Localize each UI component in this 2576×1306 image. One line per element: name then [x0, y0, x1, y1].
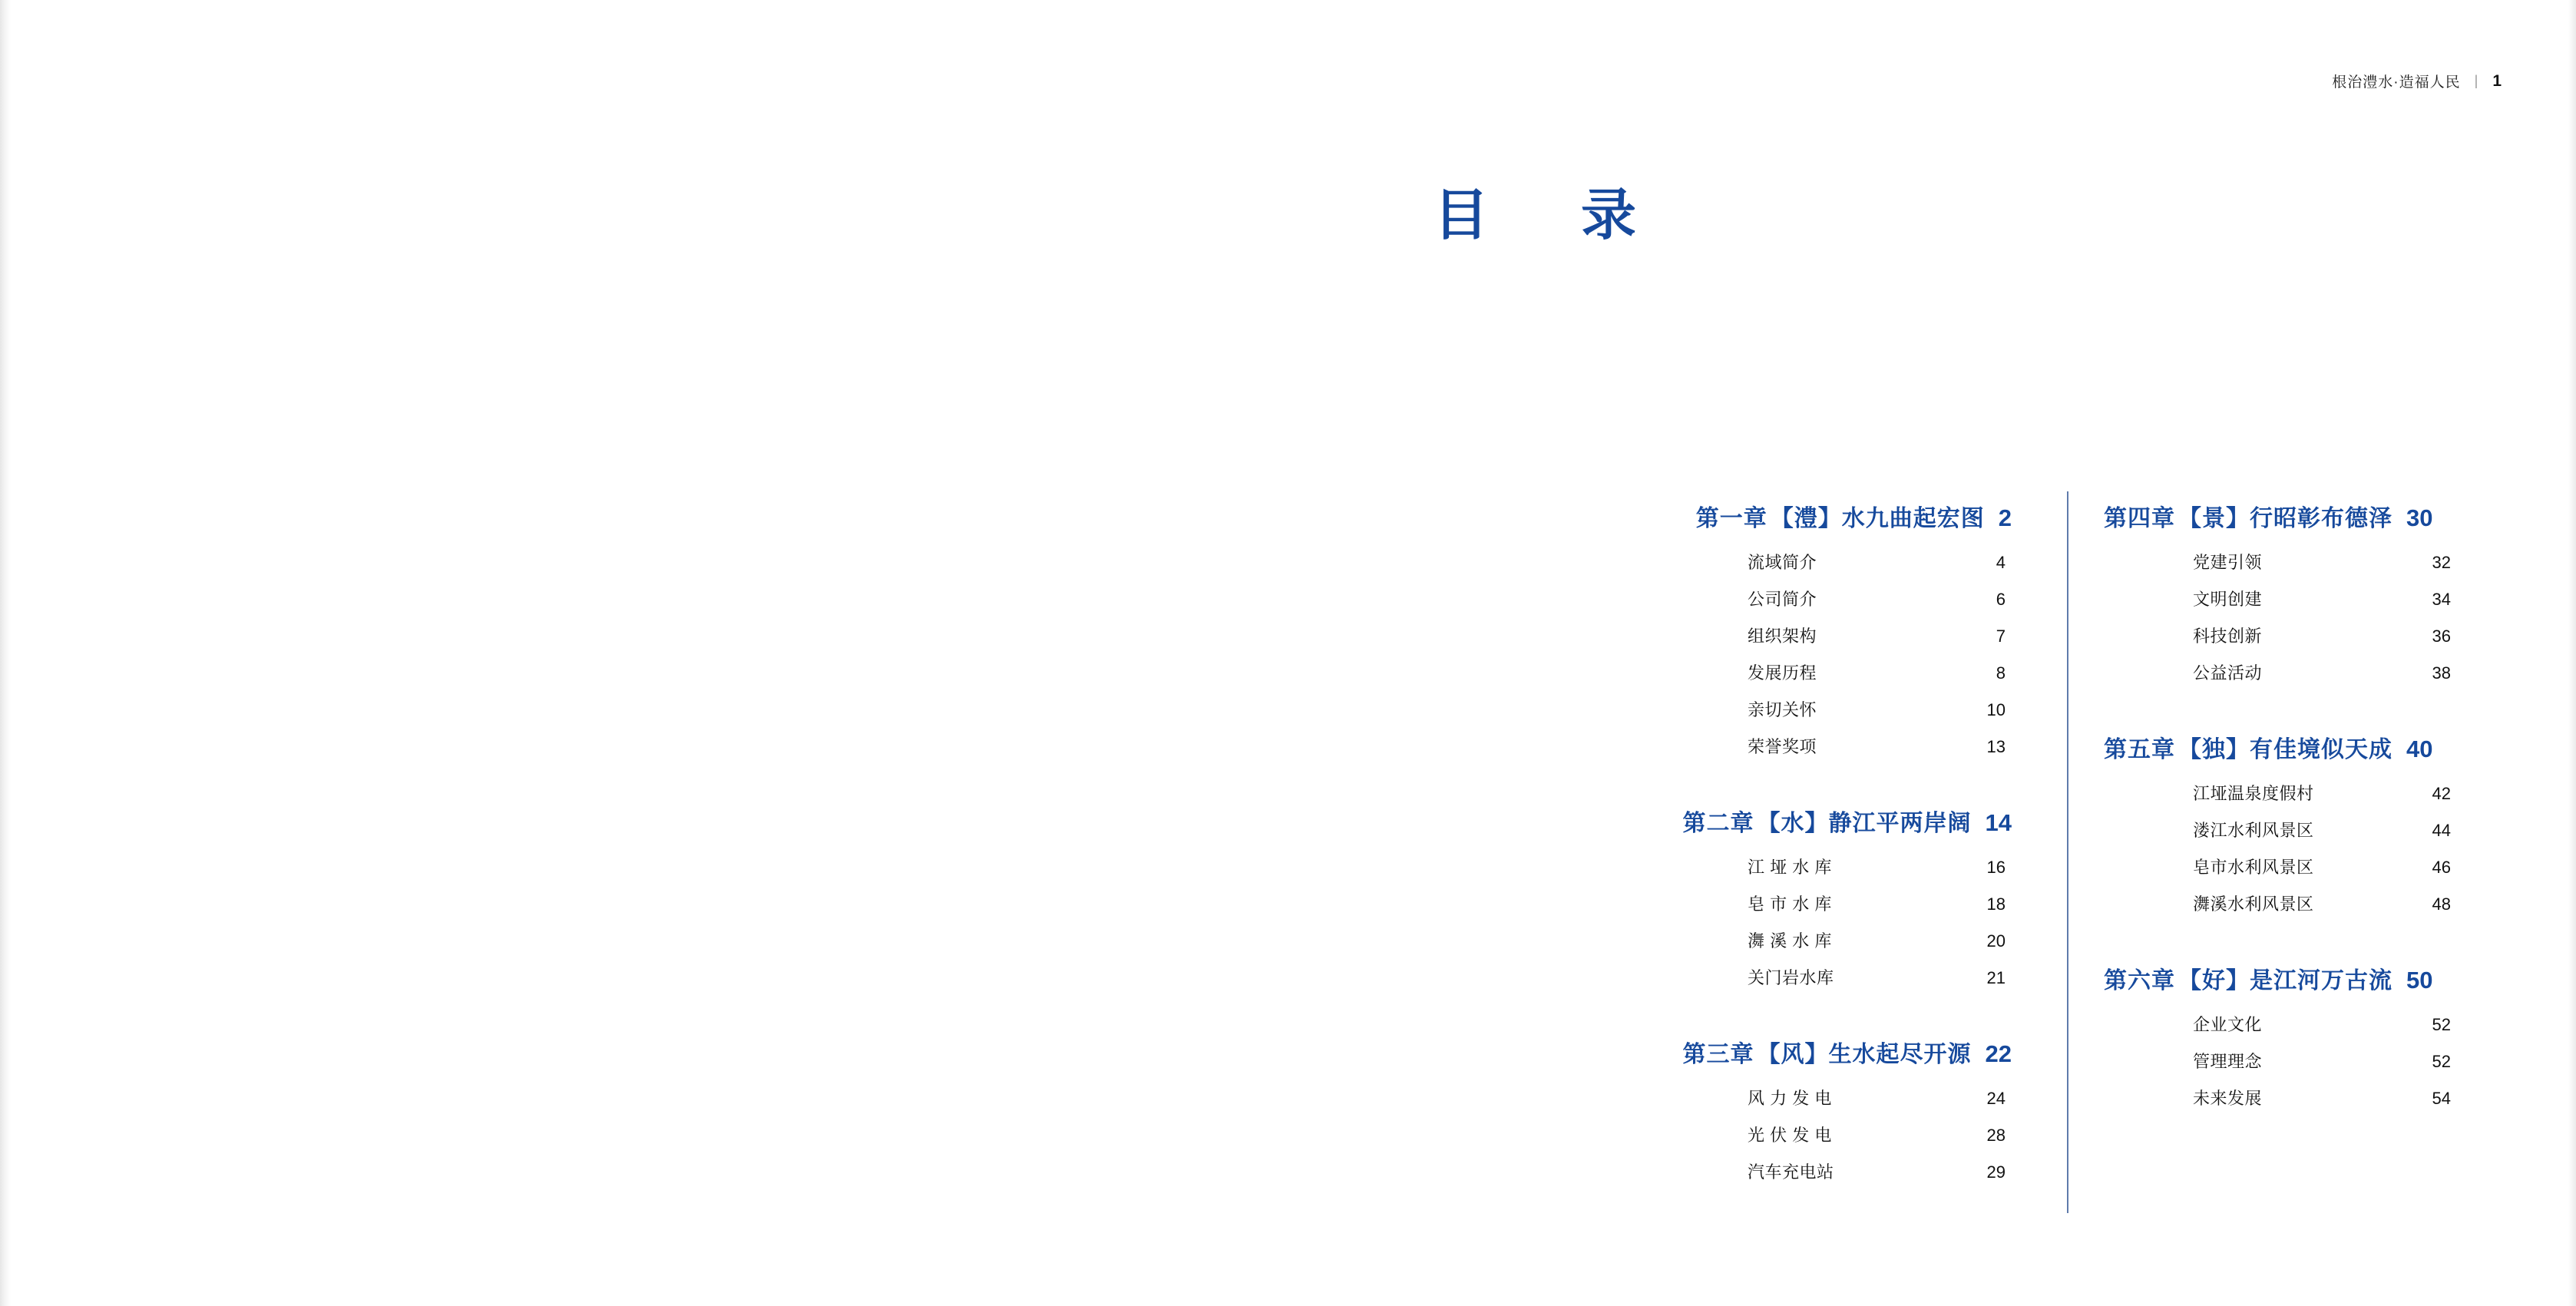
toc-entry[interactable]: [1748, 1086, 2006, 1109]
chapter-block: [2104, 961, 2472, 1109]
toc-right-column: [2058, 499, 2472, 1196]
toc-entry[interactable]: [1748, 928, 2006, 952]
toc-entry-page: 21: [1986, 968, 2006, 987]
chapter-title: 【水】静江平两岸阔: [1757, 811, 1972, 836]
chapter-page-number: 30: [2406, 504, 2433, 531]
toc-entry-label: 亲切关怀: [1748, 700, 1817, 719]
chapter-page-number: 40: [2406, 736, 2433, 762]
chapter-title: 【独】有佳境似天成: [2178, 737, 2392, 762]
chapter-page-number: 50: [2406, 967, 2433, 994]
chapter-heading[interactable]: [2104, 499, 2472, 533]
toc-entry-page: 54: [2432, 1089, 2451, 1108]
toc-entry-page: 10: [1986, 700, 2006, 719]
toc-entry-page: 4: [1996, 553, 2006, 572]
chapter-block: [2104, 730, 2472, 915]
chapter-number: 第六章: [2104, 968, 2175, 994]
toc-entry-page: 32: [2432, 553, 2451, 572]
toc-entry-label: 荣誉奖项: [1748, 737, 1817, 756]
toc-entry-page: 20: [1986, 931, 2006, 951]
toc-entry[interactable]: [2193, 855, 2451, 878]
page-gutter-shadow: [0, 0, 11, 1306]
chapter-number: 第五章: [2104, 737, 2175, 762]
toc-entry-page: 48: [2432, 894, 2451, 914]
toc-entry[interactable]: [2193, 623, 2451, 647]
toc-entry-label: 未来发展: [2193, 1089, 2263, 1108]
chapter-heading[interactable]: [2104, 961, 2472, 995]
toc-entry-page: 13: [1986, 737, 2006, 756]
toc-entry-label: 组织架构: [1748, 627, 1817, 646]
toc-entry[interactable]: [2193, 1012, 2451, 1036]
toc-entry-label: 风 力 发 电: [1748, 1089, 1832, 1108]
toc-entry-page: 38: [2432, 663, 2451, 683]
toc-entry[interactable]: [2193, 781, 2451, 805]
chapter-title: 【澧】水九曲起宏图: [1770, 506, 1985, 531]
toc-entry[interactable]: [2193, 1086, 2451, 1109]
toc-entry[interactable]: [1748, 697, 2006, 721]
chapter-entries: [2104, 550, 2472, 684]
chapter-heading[interactable]: [2104, 730, 2472, 764]
toc-entry-page: 6: [1996, 590, 2006, 609]
toc-entry-label: 流域简介: [1748, 553, 1817, 572]
toc-entry-label: 皂 市 水 库: [1748, 894, 1832, 914]
toc-entry-page: 24: [1986, 1089, 2006, 1108]
chapter-block: [1643, 499, 2012, 758]
toc-entry-page: 36: [2432, 627, 2451, 646]
chapter-heading[interactable]: [1643, 804, 2012, 838]
toc-entry-label: 企业文化: [2193, 1015, 2263, 1034]
toc-entry-label: 管理理念: [2193, 1052, 2263, 1071]
running-header: [2332, 71, 2502, 91]
running-header-title: 根治澧水·造福人民: [2332, 74, 2461, 91]
toc-entry-label: 江垭温泉度假村: [2193, 784, 2314, 803]
chapter-number: 第四章: [2104, 506, 2175, 531]
toc-entry[interactable]: [2193, 660, 2451, 684]
toc-entry-label: 光 伏 发 电: [1748, 1126, 1832, 1145]
toc-entry[interactable]: [1748, 1159, 2006, 1183]
toc-entry-page: 29: [1986, 1162, 2006, 1182]
chapter-entries: [1643, 550, 2012, 758]
chapter-block: [1643, 804, 2012, 989]
toc-entry[interactable]: [1748, 623, 2006, 647]
chapter-block: [2104, 499, 2472, 684]
toc-entry[interactable]: [1748, 891, 2006, 915]
toc-left-column: [1643, 499, 2058, 1196]
toc-entry-page: 7: [1996, 627, 2006, 646]
toc-entry-label: 㵲溪水利风景区: [2193, 894, 2314, 914]
toc-entry-page: 8: [1996, 663, 2006, 683]
toc-entry-page: 16: [1986, 858, 2006, 877]
page-edge-shadow: [2568, 0, 2576, 1306]
chapter-heading[interactable]: [1643, 1035, 2012, 1069]
chapter-number: 第一章: [1695, 506, 1767, 531]
chapter-title: 【景】行昭彰布德泽: [2178, 506, 2392, 531]
toc-entry-page: 18: [1986, 894, 2006, 914]
toc-entry-page: 44: [2432, 821, 2451, 840]
toc-entry[interactable]: [1748, 660, 2006, 684]
toc-entry-label: 关门岩水库: [1748, 968, 1834, 987]
chapter-entries: [2104, 781, 2472, 915]
toc-entry-label: 公司简介: [1748, 590, 1817, 609]
chapter-entries: [2104, 1012, 2472, 1109]
chapter-page-number: 22: [1985, 1040, 2012, 1067]
toc-entry[interactable]: [2193, 818, 2451, 841]
toc-entry[interactable]: [2193, 550, 2451, 574]
chapter-entries: [1643, 855, 2012, 989]
toc-entry-label: 党建引领: [2193, 553, 2263, 572]
chapter-page-number: 2: [1998, 504, 2012, 531]
toc-entry-page: 46: [2432, 858, 2451, 877]
toc-entry-page: 42: [2432, 784, 2451, 803]
toc-entry-label: 溇江水利风景区: [2193, 821, 2314, 840]
toc-entry-page: 34: [2432, 590, 2451, 609]
toc-entry[interactable]: [1748, 587, 2006, 610]
chapter-title: 【好】是江河万古流: [2178, 968, 2392, 994]
chapter-entries: [1643, 1086, 2012, 1183]
toc-entry-label: 发展历程: [1748, 663, 1817, 683]
toc-entry-page: 52: [2432, 1052, 2451, 1071]
running-header-page-number: 1: [2492, 71, 2502, 90]
toc-entry-label: 科技创新: [2193, 627, 2263, 646]
toc-entry-label: 文明创建: [2193, 590, 2263, 609]
toc-entry[interactable]: [2193, 587, 2451, 610]
toc-entry[interactable]: [1748, 1122, 2006, 1146]
chapter-page-number: 14: [1985, 809, 2012, 836]
running-header-separator: |: [2474, 73, 2479, 88]
toc-entry[interactable]: [1748, 550, 2006, 574]
toc-entry[interactable]: [1748, 965, 2006, 989]
chapter-block: [1643, 1035, 2012, 1183]
toc-columns: [1643, 499, 2503, 1196]
toc-entry[interactable]: [1748, 734, 2006, 758]
chapter-title: 【风】生水起尽开源: [1757, 1042, 1972, 1067]
chapter-heading[interactable]: [1643, 499, 2012, 533]
toc-entry-label: 皂市水利风景区: [2193, 858, 2314, 877]
toc-entry-label: 㵲 溪 水 库: [1748, 931, 1832, 951]
toc-entry-label: 公益活动: [2193, 663, 2263, 683]
chapter-number: 第三章: [1682, 1042, 1754, 1067]
toc-entry[interactable]: [1748, 855, 2006, 878]
toc-entry-page: 52: [2432, 1015, 2451, 1034]
toc-entry[interactable]: [2193, 1049, 2451, 1073]
page-title: 目 录: [1433, 183, 1655, 247]
toc-entry-label: 汽车充电站: [1748, 1162, 1834, 1182]
toc-entry-label: 江 垭 水 库: [1748, 858, 1832, 877]
toc-entry-page: 28: [1986, 1126, 2006, 1145]
chapter-number: 第二章: [1682, 811, 1754, 836]
toc-entry[interactable]: [2193, 891, 2451, 915]
